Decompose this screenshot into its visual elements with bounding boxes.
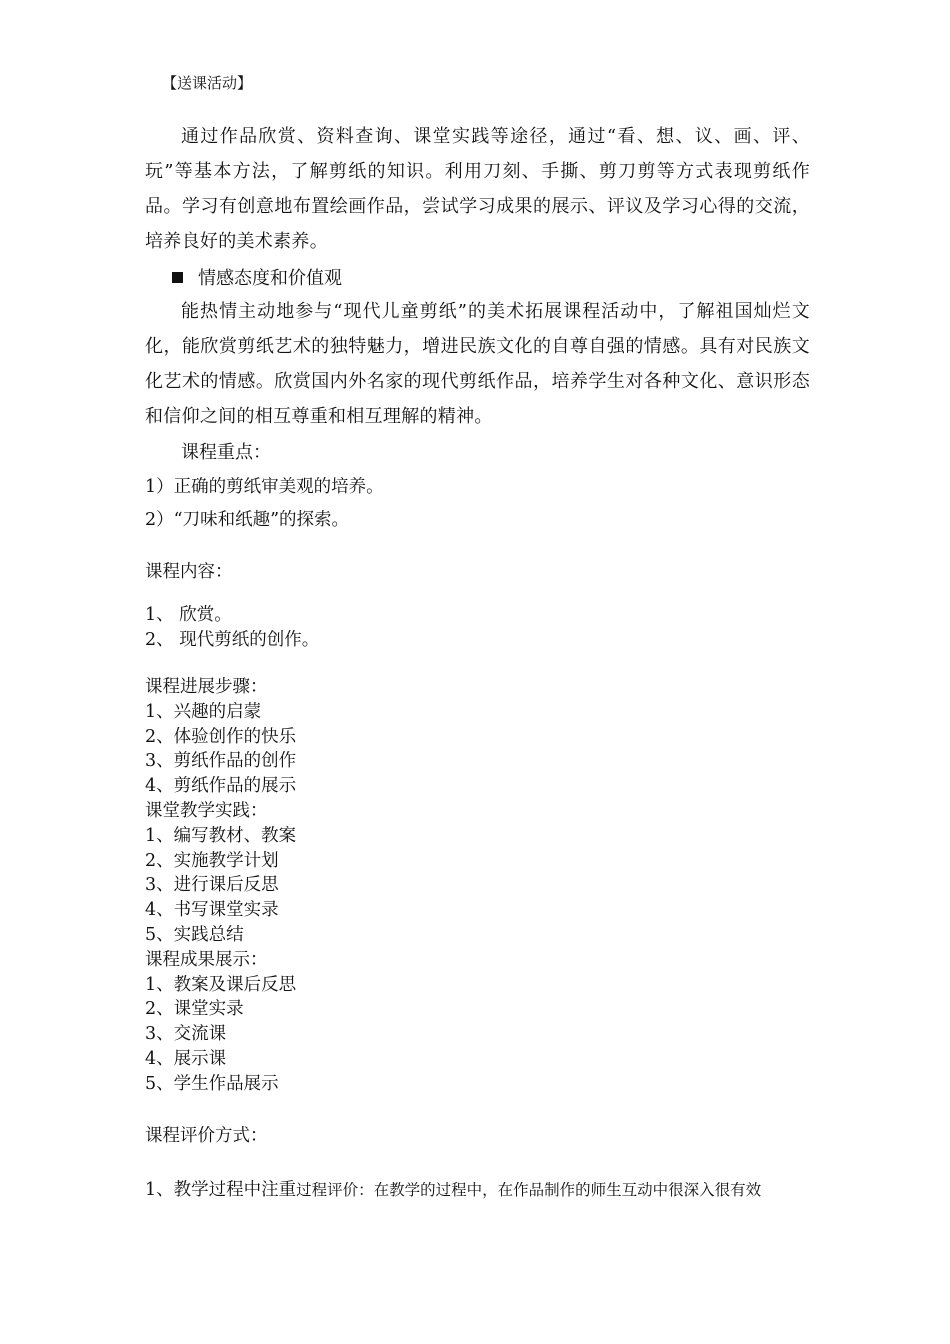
list-item: 3、进行课后反思 — [145, 875, 279, 896]
section-emotion — [172, 264, 342, 290]
list-item: 2、 现代剪纸的创作。 — [145, 629, 320, 650]
list-item: 1、兴趣的启蒙 — [145, 701, 262, 722]
evaluation-line-lead: 1、教学过程中注重 — [145, 1180, 297, 1200]
list-item: 5、学生作品展示 — [145, 1073, 279, 1094]
evaluation-line-rest: 过程评价：在教学的过程中，在作品制作的师生互动中很深入很有效 — [296, 1181, 762, 1199]
results-title: 课程成果展示： — [145, 949, 268, 970]
paragraph-methods: 通过作品欣赏、资料查询、课堂实践等途径，通过“看、想、议、画、评、玩”等基本方法，了解剪纸的知识。利用刀刻、手撕、剪刀剪等方式表现剪纸作品。学习有创意地布置绘画作品，尝试学习成果的展示、评议及学习心得的交流，培养良好的美术素养。 — [145, 126, 810, 252]
section-emotion-label: 情感态度和价值观 — [198, 268, 342, 289]
key-point-item: 1）正确的剪纸审美观的培养。 — [145, 477, 384, 497]
evaluation-line — [145, 1176, 761, 1201]
list-item: 3、交流课 — [145, 1024, 227, 1045]
key-point-item: 2）“刀味和纸趣”的探索。 — [145, 510, 350, 530]
header-tag: 【送课活动】 — [162, 74, 253, 92]
list-item: 3、剪纸作品的创作 — [145, 751, 297, 772]
practice-title: 课堂教学实践： — [145, 800, 268, 821]
paragraph-emotion: 能热情主动地参与“现代儿童剪纸”的美术拓展课程活动中，了解祖国灿烂文化，能欣赏剪纸艺术的独特魅力，增进民族文化的自尊自强的情感。具有对民族文化艺术的情感。欣赏国内外名家的现代剪纸作品，培养学生对各种文化、意识形态和信仰之间的相互尊重和相互理解的精神。 — [145, 301, 810, 427]
steps-title: 课程进展步骤： — [145, 677, 268, 697]
list-item: 2、体验创作的快乐 — [145, 726, 297, 747]
content-list — [145, 603, 319, 653]
content-title: 课程内容： — [145, 562, 233, 582]
list-item: 4、书写课堂实录 — [145, 900, 279, 921]
list-item: 1、编写教材、教案 — [145, 825, 297, 846]
key-points-title: 课程重点： — [181, 442, 271, 463]
list-item: 1、 欣赏。 — [145, 605, 232, 625]
list-item: 2、实施教学计划 — [145, 850, 279, 871]
list-item: 4、剪纸作品的展示 — [145, 776, 297, 797]
progress-section — [145, 675, 296, 1097]
square-bullet-icon — [172, 272, 183, 283]
evaluation-title: 课程评价方式： — [145, 1126, 268, 1146]
list-item: 4、展示课 — [145, 1048, 227, 1069]
list-item: 2、课堂实录 — [145, 999, 244, 1020]
list-item: 5、实践总结 — [145, 924, 244, 945]
list-item: 1、教案及课后反思 — [145, 974, 297, 995]
